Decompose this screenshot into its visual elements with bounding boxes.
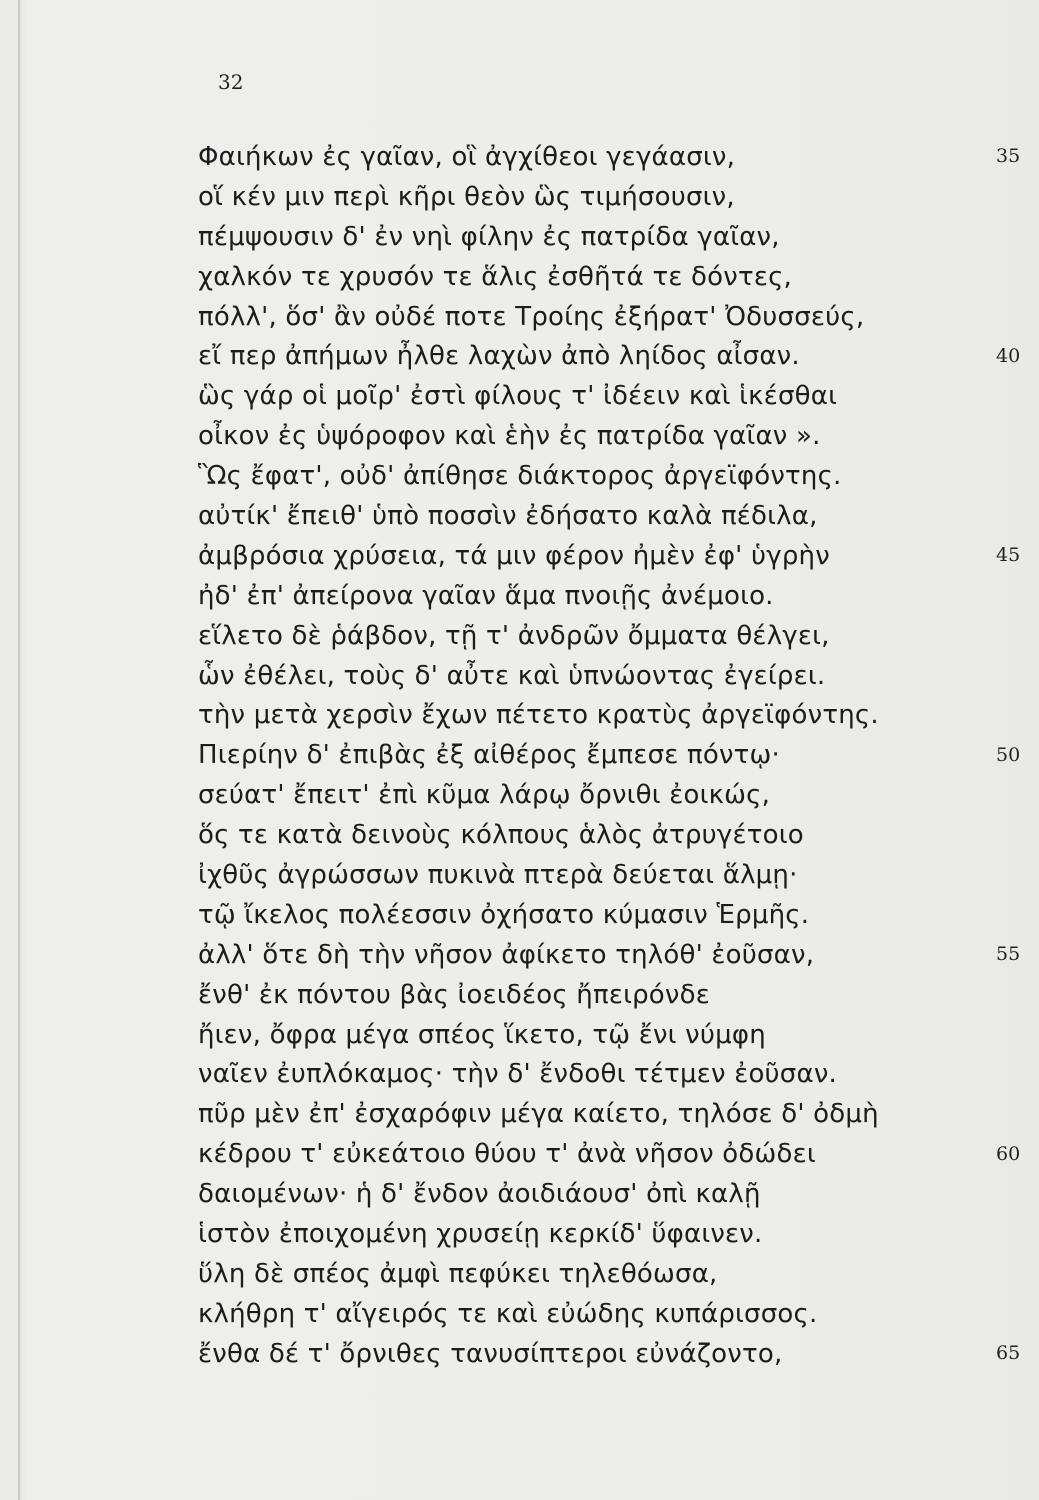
verse-line-43: Ὣς ἔφατ', οὐδ' ἀπίθησε διάκτορος ἀργεϊφόντης. [198, 461, 842, 492]
verse-line-47: εἵλετο δὲ ῥάβδον, τῇ τ' ἀνδρῶν ὄμματα θέλγει, [198, 620, 830, 651]
verse-line-62: ἱστὸν ἐποιχομένη χρυσείῃ κερκίδ' ὕφαινεν. [198, 1219, 763, 1250]
verse-line-54: τῷ ἴκελος πολέεσσιν ὀχήσατο κύμασιν Ἑρμῆς. [198, 899, 810, 930]
verse-line-42: οἶκον ἐς ὑψόροφον καὶ ἑὴν ἐς πατρίδα γαῖαν ». [198, 421, 821, 452]
verse-line-55: ἀλλ' ὅτε δὴ τὴν νῆσον ἀφίκετο τηλόθ' ἐοῦσαν, [198, 939, 815, 970]
verse-line-65: ἔνθα δέ τ' ὄρνιθες τανυσίπτεροι εὐνάζοντο, [198, 1338, 783, 1369]
verse-line-35: Φαιήκων ἐς γαῖαν, οἳ ἀγχίθεοι γεγάασιν, [198, 142, 736, 172]
line-number-55: 55 [996, 943, 1021, 965]
verse-line-61: δαιομένων· ἡ δ' ἔνδον ἀοιδιάουσ' ὀπὶ καλῇ [198, 1179, 761, 1210]
verse-line-48: ὧν ἐθέλει, τοὺς δ' αὖτε καὶ ὑπνώοντας ἐγείρει. [198, 660, 826, 691]
verse-line-57: ἤιεν, ὄφρα μέγα σπέος ἵκετο, τῷ ἔνι νύμφη [198, 1019, 766, 1050]
verse-line-53: ἰχθῦς ἀγρώσσων πυκινὰ πτερὰ δεύεται ἅλμῃ· [198, 860, 798, 891]
verse-block [198, 138, 918, 1375]
verse-line-37: πέμψουσιν δ' ἐν νηὶ φίλην ἐς πατρίδα γαῖαν, [198, 221, 780, 252]
verse-line-50: Πιερίην δ' ἐπιβὰς ἐξ αἰθέρος ἔμπεσε πόντῳ· [198, 740, 780, 771]
line-number-50: 50 [996, 744, 1021, 766]
verse-line-60: κέδρου τ' εὐκεάτοιο θύου τ' ἀνὰ νῆσον ὀδώδει [198, 1139, 816, 1170]
line-number-60: 60 [996, 1143, 1021, 1165]
verse-line-49: τὴν μετὰ χερσὶν ἔχων πέτετο κρατὺς ἀργεϊφόντης. [198, 700, 879, 731]
verse-line-40: εἴ περ ἀπήμων ἦλθε λαχὼν ἀπὸ ληίδος αἶσαν. [198, 341, 800, 372]
verse-line-36: οἵ κέν μιν περὶ κῆρι θεὸν ὣς τιμήσουσιν, [198, 181, 735, 212]
verse-line-38: χαλκόν τε χρυσόν τε ἅλις ἐσθῆτά τε δόντες, [198, 261, 793, 292]
verse-line-51: σεύατ' ἔπειτ' ἐπὶ κῦμα λάρῳ ὄρνιθι ἐοικώς, [198, 780, 771, 811]
verse-line-44: αὐτίκ' ἔπειθ' ὑπὸ ποσσὶν ἐδήσατο καλὰ πέδιλα, [198, 501, 818, 532]
verse-line-46: ἠδ' ἐπ' ἀπείρονα γαῖαν ἅμα πνοιῇς ἀνέμοιο. [198, 580, 774, 611]
verse-line-63: ὕλη δὲ σπέος ἀμφὶ πεφύκει τηλεθόωσα, [198, 1258, 718, 1289]
verse-line-56: ἔνθ' ἐκ πόντου βὰς ἰοειδέος ἤπειρόνδε [198, 979, 710, 1010]
page-number: 32 [218, 70, 244, 94]
verse-line-41: ὣς γάρ οἱ μοῖρ' ἐστὶ φίλους τ' ἰδέειν καὶ ἱκέσθαι [198, 381, 838, 412]
verse-line-39: πόλλ', ὅσ' ἂν οὐδέ ποτε Τροίης ἐξήρατ' Ὀδυσσεύς, [198, 301, 865, 332]
verse-line-58: ναῖεν ἐυπλόκαμος· τὴν δ' ἔνδοθι τέτμεν ἐοῦσαν. [198, 1059, 838, 1090]
verse-line-59: πῦρ μὲν ἐπ' ἐσχαρόφιν μέγα καίετο, τηλόσε δ' ὀδμὴ [198, 1099, 879, 1130]
verse-line-64: κλήθρη τ' αἴγειρός τε καὶ εὐώδης κυπάρισσος. [198, 1298, 818, 1329]
line-number-35: 35 [996, 145, 1021, 167]
line-number-65: 65 [996, 1342, 1021, 1364]
line-number-45: 45 [996, 544, 1021, 566]
line-number-40: 40 [996, 345, 1021, 367]
verse-line-45: ἀμβρόσια χρύσεια, τά μιν φέρον ἠμὲν ἐφ' ὑγρὴν [198, 540, 830, 571]
verse-line-52: ὅς τε κατὰ δεινοὺς κόλπους ἁλὸς ἀτρυγέτοιο [198, 820, 804, 851]
